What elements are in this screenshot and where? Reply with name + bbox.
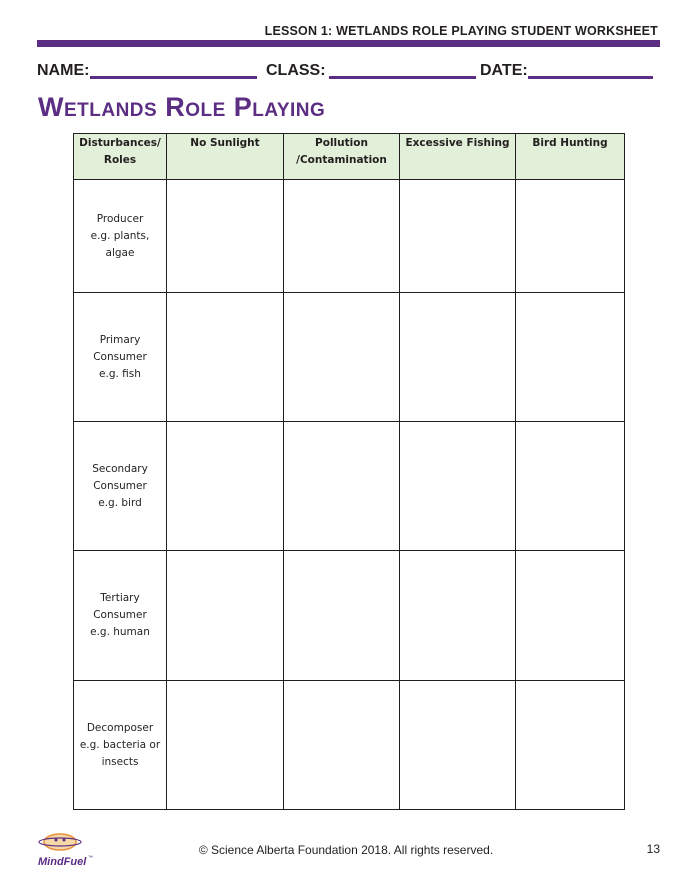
date-field[interactable] [528, 76, 653, 79]
answer-cell[interactable] [516, 180, 625, 293]
row-header-tertiary-consumer: Tertiary Consumer e.g. human [74, 551, 167, 681]
lesson-header: LESSON 1: WETLANDS ROLE PLAYING STUDENT WORKSHEET [264, 24, 658, 38]
answer-cell[interactable] [400, 180, 516, 293]
answer-cell[interactable] [516, 293, 625, 422]
answer-cell[interactable] [167, 422, 284, 551]
table-row [74, 293, 625, 422]
role-playing-table [73, 133, 625, 810]
answer-cell[interactable] [284, 681, 400, 810]
column-header-pollution: Pollution /Contamination [284, 134, 400, 180]
logo-eye-left [55, 839, 58, 842]
student-info-fields [37, 62, 660, 82]
answer-cell[interactable] [284, 422, 400, 551]
copyright-notice: © Science Alberta Foundation 2018. All rights reserved. [198, 843, 494, 857]
page-number: 13 [646, 842, 660, 856]
table-row [74, 681, 625, 810]
row-header-producer: Producer e.g. plants, algae [74, 180, 167, 293]
answer-cell[interactable] [516, 422, 625, 551]
logo-trademark: ™ [88, 855, 93, 861]
class-label: CLASS: [266, 62, 326, 79]
row-header-decomposer: Decomposer e.g. bacteria or insects [74, 681, 167, 810]
answer-cell[interactable] [400, 681, 516, 810]
column-header-no-sunlight: No Sunlight [167, 134, 284, 180]
name-label: NAME: [37, 62, 90, 79]
table-row [74, 551, 625, 681]
answer-cell[interactable] [167, 551, 284, 681]
answer-cell[interactable] [284, 551, 400, 681]
date-label: DATE: [480, 62, 528, 79]
column-header-excessive-fishing: Excessive Fishing [400, 134, 516, 180]
row-header-primary-consumer: Primary Consumer e.g. fish [74, 293, 167, 422]
class-field[interactable] [329, 76, 476, 79]
answer-cell[interactable] [400, 551, 516, 681]
table-row [74, 180, 625, 293]
table-row [74, 422, 625, 551]
answer-cell[interactable] [516, 551, 625, 681]
answer-cell[interactable] [167, 681, 284, 810]
answer-cell[interactable] [167, 180, 284, 293]
answer-cell[interactable] [400, 422, 516, 551]
answer-cell[interactable] [284, 293, 400, 422]
logo-wordmark: MindFuel [38, 856, 87, 868]
answer-cell[interactable] [400, 293, 516, 422]
column-header-bird-hunting: Bird Hunting [516, 134, 625, 180]
logo-eye-right [63, 839, 66, 842]
row-header-secondary-consumer: Secondary Consumer e.g. bird [74, 422, 167, 551]
corner-header: Disturbances/ Roles [74, 134, 167, 180]
table-header-row [74, 134, 625, 180]
answer-cell[interactable] [284, 180, 400, 293]
header-divider [37, 40, 660, 47]
answer-cell[interactable] [516, 681, 625, 810]
page-title: Wetlands Role Playing [38, 92, 326, 122]
name-field[interactable] [90, 76, 257, 79]
answer-cell[interactable] [167, 293, 284, 422]
